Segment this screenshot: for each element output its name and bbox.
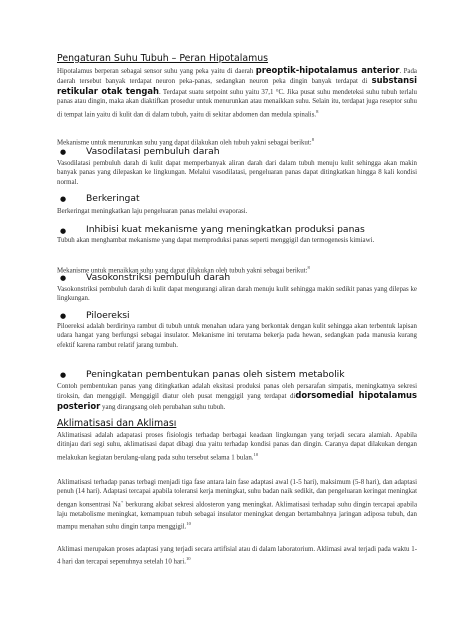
intro-text-2: . Pada daerah tersebut banyak terdapat neuron peka-panas, sedangkan neuron peka dingin banyak terdapat di <box>57 68 417 86</box>
intro-bold-term-1: preoptik-hipotalamus anterior <box>255 65 400 75</box>
paragraph-piloereksi: Piloereksi adalah berdirinya rambut di tubuh untuk menahan udara yang berkontak dengan kulit sehingga akan terbentuk lapisan udara hangat yang berfungsi sebagai insulator. Mekanisme ini terutama bekerja pada hewan, sedangkan pada manusia kurang efektif karena rambut relatif jarang tumbuh. <box>57 323 417 349</box>
paragraph-inhibisi: Tubuh akan menghambat mekanisme yang dapat memproduksi panas seperti menggigil dan termogenesis kimiawi. <box>57 237 375 244</box>
heading-piloereksi: Piloereksi <box>86 310 130 321</box>
metabolik-text-2: yang dirangsang oleh perubahan suhu tubuh. <box>100 403 226 411</box>
bullet-icon: ● <box>60 148 67 156</box>
heading-vasodilatasi: Vasodilatasi pembuluh darah <box>86 146 220 157</box>
paragraph-vasokonstriksi: Vasokonstriksi pembuluh darah di kulit dapat mengurangi aliran darah menuju kulit sehingga makin sedikit panas yang dilepas ke lingkungan. <box>57 286 417 303</box>
intro-text-4: Jika pusat suhu mendeteksi suhu tubuh terlalu panas atau dingin, maka akan diaktifkan prosedur untuk menurunkan atau menaikkan suhu. Selain itu, terdapat juga reseptor suhu di tempat lain yaitu di kulit dan di dalam tubuh, yaitu di sekitar abdomen dan medula spinalis. <box>57 88 417 118</box>
paragraph-aklimatisasi-2 <box>57 478 417 532</box>
intro-footnote: 8 <box>316 108 319 114</box>
aklimatisasi-2-text-2: berkurang akibat sekresi aldosteron yang meningkat. Aklimatisasi terhadap suhu dingin tercapai apabila laju metabolisme meningkat, kemampuan tubuh sebagai insulator meningkat dengan bertambahnya jaringan adiposa tubuh, dan mampu menahan suhu dingin tanpa menggigil. <box>57 501 417 531</box>
paragraph-berkeringat: Berkeringat meningkatkan laju pengeluaran panas melalui evaporasi. <box>57 208 248 215</box>
section-heading-aklimatisasi: Aklimatisasi dan Akliması <box>57 418 177 429</box>
bullet-icon: ● <box>60 195 67 203</box>
page-title: Pengaturan Suhu Tubuh – Peran Hipotalamus <box>57 53 269 64</box>
bullet-icon: ● <box>60 227 67 235</box>
paragraph-vasodilatasi: Vasodilatasi pembuluh darah di kulit dapat memperbanyak aliran darah dari dalam tubuh menuju kulit sehingga akan makin banyak panas yang dilepaskan ke lingkungan. Melalui vasodilatasi, pengeluaran panas dapat ditingkatkan hingga 8 kali kondisi normal. <box>57 160 417 186</box>
down-intro-text: Mekanisme untuk menurunkan suhu yang dapat dilakukan oleh tubuh yakni sebagai berikut: <box>57 139 312 147</box>
intro-text-1: Hipotalamus berperan sebagai sensor suhu yang peka yaitu di daerah <box>57 68 254 75</box>
heading-metabolik: Peningkatan pembentukan panas oleh sistem metabolik <box>86 369 345 380</box>
heading-berkeringat: Berkeringat <box>86 193 140 204</box>
paragraph-metabolik <box>57 382 417 412</box>
paragraph-aklimatisasi-1 <box>57 431 417 463</box>
heading-vasokonstriksi: Vasokonstriksi pembuluh darah <box>86 272 231 283</box>
aklimasi-footnote: 10 <box>185 556 191 562</box>
aklimatisasi-1-text: Aklimatisasi adalah adapatasi proses fisiologis terhadap berbagai keadaan lingkungan yang terjadi secara alamiah. Apabila ditinjau dari segi suhu, aklimatisasi dapat dibagi dua yaitu terhadap kondisi panas dan dingin. Caranya dapat dilakukan dengan melakukan kegiatan berulang-ulang pada suhu tersebut selama 1 bulan. <box>57 432 417 462</box>
aklimatisasi-1-footnote: 10 <box>253 451 259 457</box>
bullet-icon: ● <box>60 371 67 379</box>
up-intro-footnote: 8 <box>307 265 310 270</box>
bullet-icon: ● <box>60 274 67 282</box>
bullet-icon: ● <box>60 312 67 320</box>
intro-text-3: . Terdapat suatu setpoint suhu yaitu 37,1 °C. <box>159 88 285 96</box>
aklimatisasi-2-footnote: 10 <box>186 520 191 526</box>
heading-inhibisi: Inhibisi kuat mekanisme yang meningkatkan produksi panas <box>86 224 365 235</box>
aklimatisasi-2-text-1: Aklimatisasi terhadap panas terbagi menjadi tiga fase antara lain fase adaptasi awal (1-5 hari), maksimum (5-8 hari), dan adaptasi penuh (14 hari). Adaptasi tercapai apabila toleransi kerja meningkat, suhu badan naik sedikit, dan pengeluaran keringat meningkat dengan konsentrasi Na <box>57 479 417 509</box>
up-intro-text: Mekanisme untuk menaikkan suhu yang dapat dilakukan oleh tubuh yakni sebagai berikut: <box>57 267 308 275</box>
aklimasi-text: Aklimasi merupakan proses adaptasi yang terjadi secara artifisial atau di dalam laboratorium. Aklimasi awal terjadi pada waktu 1-4 hari dan tercapai sepenuhnya setelah 10 hari. <box>57 546 417 566</box>
metabolik-bold-term: dorsomedial hipotalamus posterior <box>57 390 418 411</box>
sodium-superscript: + <box>120 498 124 504</box>
intro-paragraph <box>57 66 417 119</box>
metabolik-text-1: Contoh pembentukan panas yang ditingkatkan adalah eksitasi produksi panas oleh persarafan simpatis, meningkatnya sekresi tiroksin, dan menggigil. Menggigil diatur oleh pusat menggigil yang terdapat di <box>57 383 417 401</box>
down-intro-footnote: 8 <box>311 137 315 142</box>
paragraph-aklimasi <box>57 545 417 567</box>
intro-bold-term-2: substansi retikular otak tengah <box>57 75 417 96</box>
